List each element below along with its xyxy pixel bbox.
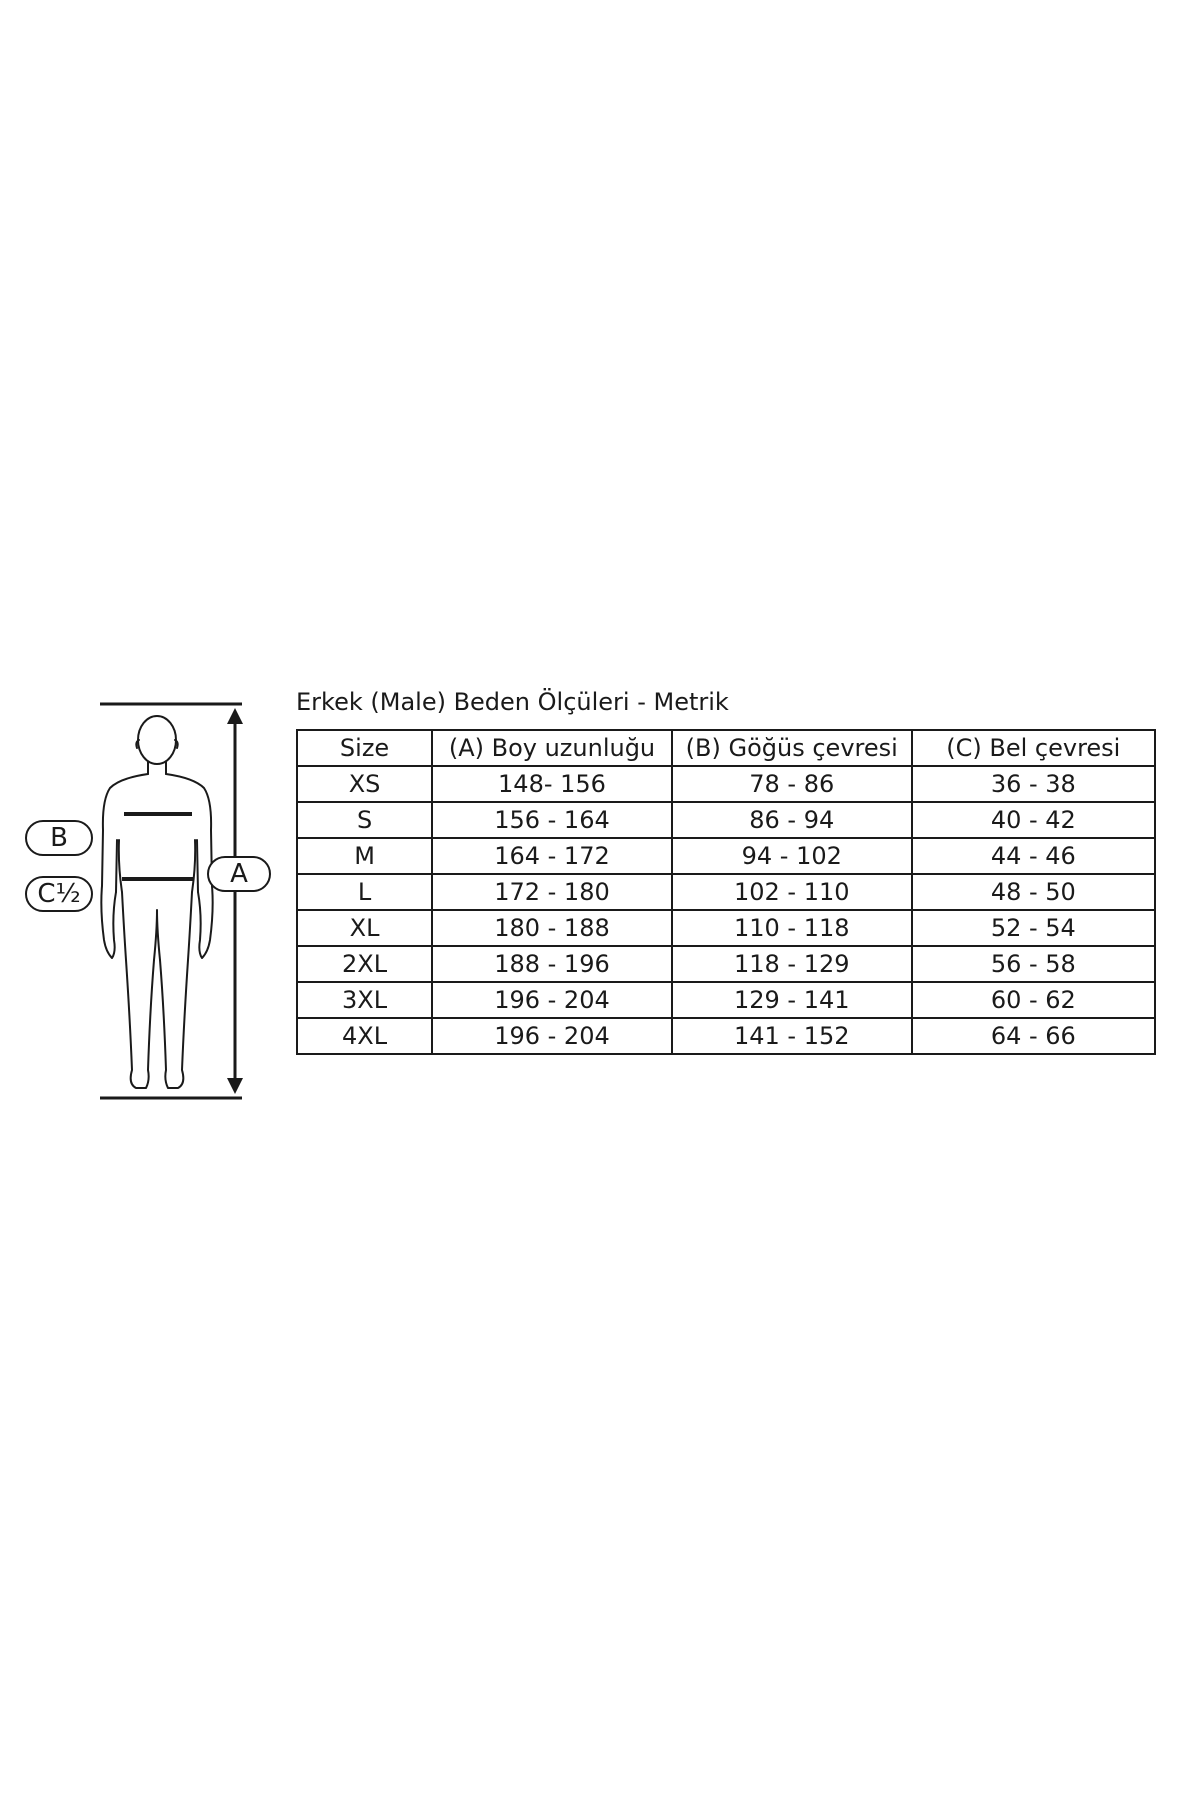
cell-size: XL	[297, 910, 432, 946]
size-chart-title: Erkek (Male) Beden Ölçüleri - Metrik	[296, 688, 729, 716]
cell-chest: 86 - 94	[672, 802, 912, 838]
table-header-row	[297, 730, 1155, 766]
cell-size: S	[297, 802, 432, 838]
size-chart-table	[296, 729, 1156, 1055]
cell-size: 2XL	[297, 946, 432, 982]
waist-band	[122, 877, 194, 881]
table-row	[297, 982, 1155, 1018]
table-row	[297, 946, 1155, 982]
height-label-badge: A	[207, 856, 271, 892]
cell-size: 3XL	[297, 982, 432, 1018]
cell-chest: 129 - 141	[672, 982, 912, 1018]
header-size: Size	[297, 730, 432, 766]
cell-waist: 48 - 50	[912, 874, 1155, 910]
header-height: (A) Boy uzunluğu	[432, 730, 672, 766]
chest-band	[124, 812, 192, 816]
cell-height: 148- 156	[432, 766, 672, 802]
cell-waist: 52 - 54	[912, 910, 1155, 946]
cell-chest: 78 - 86	[672, 766, 912, 802]
cell-chest: 102 - 110	[672, 874, 912, 910]
body-measurement-diagram	[0, 660, 300, 1120]
cell-height: 172 - 180	[432, 874, 672, 910]
table-row	[297, 874, 1155, 910]
cell-chest: 110 - 118	[672, 910, 912, 946]
cell-height: 156 - 164	[432, 802, 672, 838]
cell-waist: 56 - 58	[912, 946, 1155, 982]
chest-label-badge: B	[25, 820, 93, 856]
cell-size: XS	[297, 766, 432, 802]
cell-waist: 40 - 42	[912, 802, 1155, 838]
table-row	[297, 1018, 1155, 1054]
arrow-up-icon	[227, 708, 243, 724]
cell-height: 196 - 204	[432, 1018, 672, 1054]
cell-chest: 94 - 102	[672, 838, 912, 874]
table-row	[297, 910, 1155, 946]
cell-waist: 60 - 62	[912, 982, 1155, 1018]
cell-height: 164 - 172	[432, 838, 672, 874]
cell-waist: 36 - 38	[912, 766, 1155, 802]
cell-chest: 118 - 129	[672, 946, 912, 982]
waist-label-badge: C½	[25, 876, 93, 912]
cell-height: 196 - 204	[432, 982, 672, 1018]
cell-waist: 64 - 66	[912, 1018, 1155, 1054]
table-row	[297, 838, 1155, 874]
header-waist: (C) Bel çevresi	[912, 730, 1155, 766]
cell-size: 4XL	[297, 1018, 432, 1054]
header-chest: (B) Göğüs çevresi	[672, 730, 912, 766]
table-row	[297, 766, 1155, 802]
cell-height: 188 - 196	[432, 946, 672, 982]
cell-size: L	[297, 874, 432, 910]
cell-chest: 141 - 152	[672, 1018, 912, 1054]
cell-size: M	[297, 838, 432, 874]
cell-waist: 44 - 46	[912, 838, 1155, 874]
arrow-down-icon	[227, 1078, 243, 1094]
table-row	[297, 802, 1155, 838]
cell-height: 180 - 188	[432, 910, 672, 946]
